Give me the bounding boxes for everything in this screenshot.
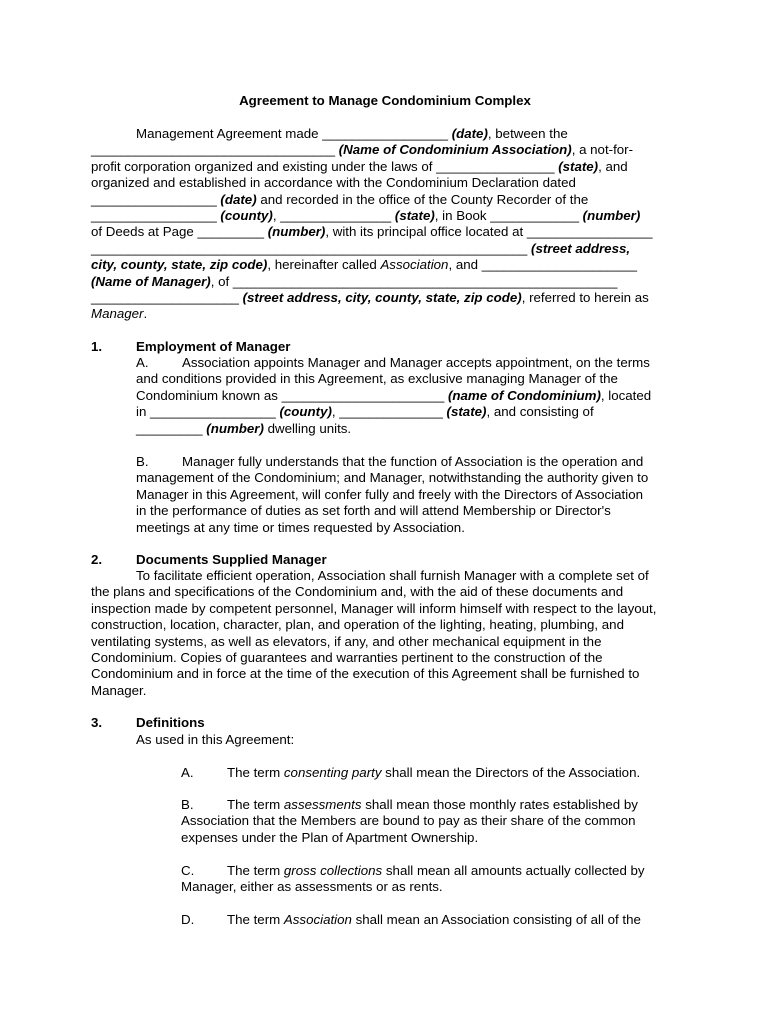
document-title: Agreement to Manage Condominium Complex [239, 93, 531, 108]
definition-c: C. The term gross collections shall mean all amounts actually collected by Manager, either as assessments or as rents. [181, 863, 645, 895]
definition-d: D. The term Association shall mean an Association consisting of all of the [181, 912, 641, 927]
intro-paragraph: Management Agreement made _________________ (date), between the _________________________________ (Name of Condominium Association), a not-for- profit corporation organized and existing under the laws of ________________ (state), and organized and established in accordance with the Condominium Declaration dated _________________ (date) and recorded in the office of the County Recorder of the _________________ (county), _______________ (state), in Book ____________ (number) of Deeds at Page _________ (number), with its principal office located at _________________ ___________________________________________________________ (street address, city, county, state, zip code), hereinafter called Association, and _____________________ (Name of Manager), of ____________________________________________________ ____________________ (street address, city, county, state, zip code), referred to herein as Manager. [91, 126, 653, 322]
section-2-paragraph: To facilitate efficient operation, Association shall furnish Manager with a complete set of the plans and specifications of the Condominium and, with the aid of these documents and inspection made by competent personnel, Manager will inform himself with respect to the layout, construction, location, character, plan, and operation of the lighting, heating, plumbing, and ventilating systems, as well as elevators, if any, and other mechanical equipment in the Condominium. Copies of guarantees and warranties pertinent to the construction of the Condominium and in force at the time of the execution of this Agreement shall be furnished to Manager. [91, 568, 657, 698]
section-3-intro: As used in this Agreement: [136, 732, 295, 747]
section-1-heading: Employment of Manager [136, 339, 291, 354]
section-3-number: 3. [91, 715, 103, 730]
section-1a-paragraph: A. Association appoints Manager and Manager accepts appointment, on the terms and conditions provided in this Agreement, as exclusive managing Manager of the Condominium known as ______________________ (name of Condominium), located in _________________ (county), ______________ (state), and consisting of _________ (number) dwelling units. [136, 355, 652, 436]
section-3-heading: Definitions [136, 715, 205, 730]
section-2-heading: Documents Supplied Manager [136, 552, 327, 567]
section-1b-paragraph: B. Manager fully understands that the function of Association is the operation and management of the Condominium; and Manager, notwithstanding the authority given to Manager in this Agreement, will confer fully and freely with the Directors of Association in the performance of duties as set forth and will attend Membership or Director's meetings at any time or times requested by Association. [136, 454, 649, 535]
definition-a: A. The term consenting party shall mean the Directors of the Association. [181, 765, 641, 780]
section-1-number: 1. [91, 339, 103, 354]
section-2-number: 2. [91, 552, 103, 567]
definition-b: B. The term assessments shall mean those monthly rates established by Association that the Members are bound to pay as their share of the common expenses under the Plan of Apartment Ownership. [181, 797, 638, 845]
